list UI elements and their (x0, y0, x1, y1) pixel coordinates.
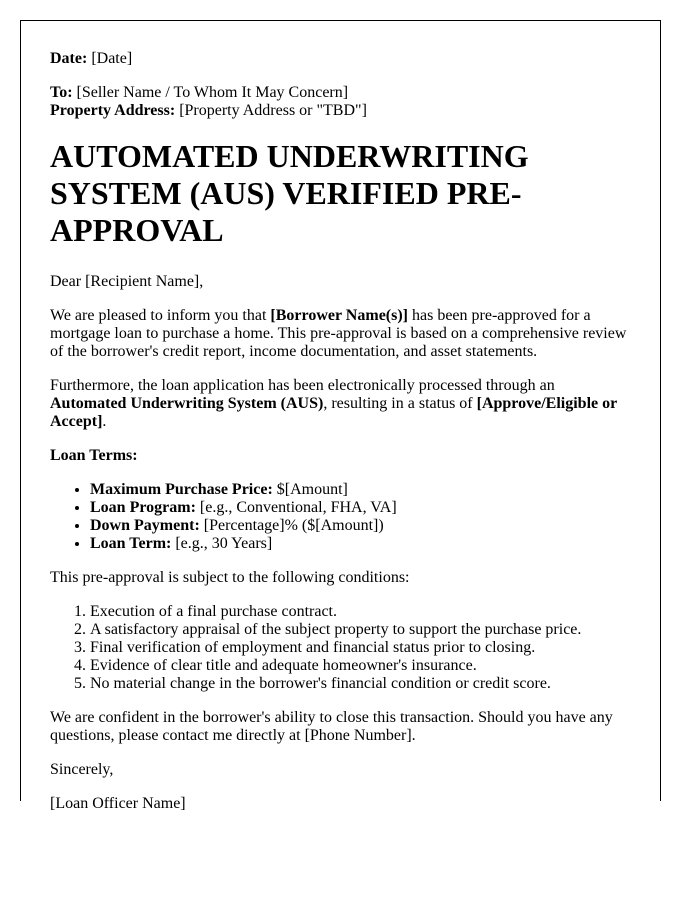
aus-text-1: Furthermore, the loan application has been electronically processed through an (50, 377, 555, 394)
property-label: Property Address: (50, 102, 176, 119)
term-value: [e.g., 30 Years] (171, 535, 273, 552)
letter-page (20, 20, 661, 812)
borrower-name: [Borrower Name(s)] (270, 307, 408, 324)
date-value: [Date] (87, 50, 133, 67)
closing-paragraph: We are confident in the borrower's ability to close this transaction. Should you have any questions, please contact me directly at [Phone Number]. (50, 709, 613, 744)
list-item: 5. No material change in the borrower's financial condition or credit score. (90, 675, 635, 693)
signature-name: [Loan Officer Name] (50, 795, 186, 812)
term-label: Maximum Purchase Price: (90, 481, 273, 498)
term-value: [Percentage]% ($[Amount]) (199, 517, 384, 534)
list-item (90, 499, 635, 517)
approval-text-1: We are pleased to inform you that (50, 307, 271, 324)
property-line (50, 102, 635, 120)
aus-text-3: . (102, 413, 107, 430)
list-item: 3. Final verification of employment and financial status prior to closing. (90, 639, 635, 657)
conditions-intro: This pre-approval is subject to the following conditions: (50, 569, 410, 586)
term-value: $[Amount] (272, 481, 348, 498)
conditions-list (50, 603, 635, 693)
salutation: Dear [Recipient Name], (50, 273, 204, 290)
list-item (90, 535, 635, 553)
letter-content (50, 50, 635, 813)
approval-text-2: has been pre-approved for a mortgage loan to purchase a home. This pre-approval is based on a comprehensive review of the borrower's credit report, income documentation, and asset statements. (50, 307, 627, 360)
aus-paragraph (50, 377, 635, 431)
list-item: 2. A satisfactory appraisal of the subject property to support the purchase price. (90, 621, 635, 639)
list-item: 4. Evidence of clear title and adequate homeowner's insurance. (90, 657, 635, 675)
aus-status: [Approve/Eligible or Accept] (50, 395, 617, 430)
term-label: Down Payment: (90, 517, 200, 534)
list-item: 1. Execution of a final purchase contract. (90, 603, 635, 621)
list-item (90, 517, 635, 535)
loan-terms-list (50, 481, 635, 553)
sign-off: Sincerely, (50, 761, 114, 778)
date-line (50, 50, 635, 68)
term-label: Loan Program: (90, 499, 196, 516)
aus-text-2: , resulting in a status of (323, 395, 477, 412)
to-value: [Seller Name / To Whom It May Concern] (72, 84, 349, 101)
term-label: Loan Term: (90, 535, 172, 552)
property-value: [Property Address or "TBD"] (175, 102, 367, 119)
to-line (50, 84, 635, 102)
list-item (90, 481, 635, 499)
term-value: [e.g., Conventional, FHA, VA] (195, 499, 397, 516)
aus-system-name: Automated Underwriting System (AUS) (50, 395, 324, 412)
approval-paragraph (50, 307, 635, 361)
date-label: Date: (50, 50, 88, 67)
loan-terms-heading (50, 447, 635, 465)
loan-terms-heading-text: Loan Terms: (50, 447, 138, 464)
to-label: To: (50, 84, 73, 101)
document-title: AUTOMATED UNDERWRITING SYSTEM (AUS) VERIFIED PRE-APPROVAL (50, 138, 529, 248)
